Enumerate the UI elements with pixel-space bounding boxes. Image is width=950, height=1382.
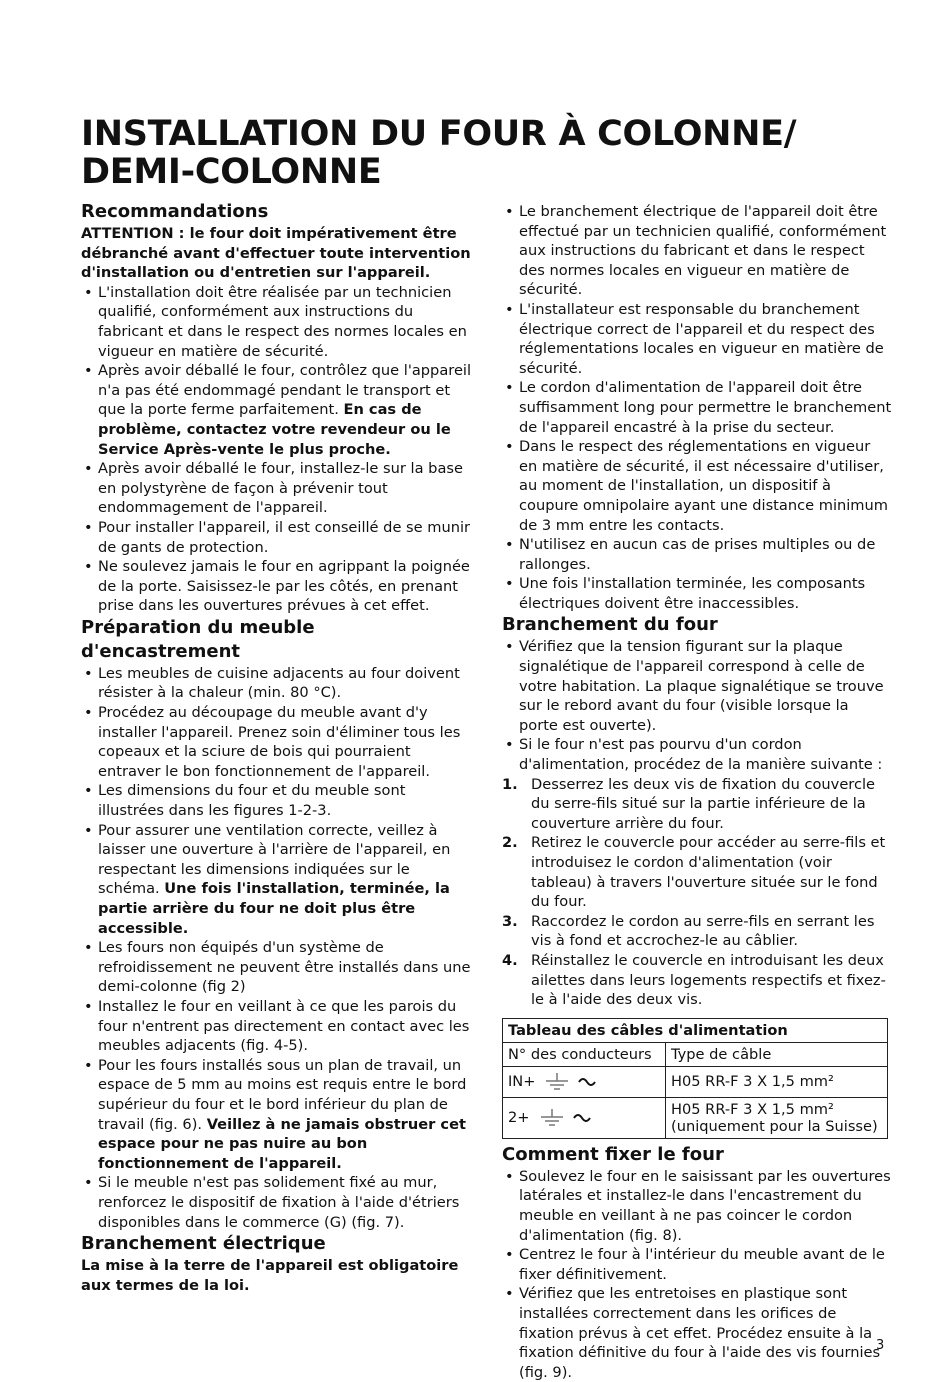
cable-table: [502, 1018, 888, 1139]
heading-fixer: Comment fixer le four: [502, 1143, 724, 1165]
warning-branchement-electrique: La mise à la terre de l'appareil est obligatoire aux termes de la loi.: [81, 1257, 459, 1294]
warning-recommandations: ATTENTION : le four doit impérativement être débranché avant d'effectuer toute intervention d'installation ou d'entretien sur l'appareil.: [81, 225, 471, 282]
list-item: • Le branchement électrique de l'appareil doit être effectué par un technicien qualifié, conformément aux instructions du fabricant et dans le respect des normes locales en vigueur en matière de sécurité.: [502, 202, 892, 300]
list-item: • Les dimensions du four et du meuble sont illustrées dans les figures 1-2-3.: [81, 781, 473, 820]
cable-value: H05 RR-F 3 X 1,5 mm²: [671, 1100, 834, 1118]
list-item: • Dans le respect des réglementations en vigueur en matière de sécurité, il est nécessaire d'utiliser, au moment de l'installation, un dispositif à coupure omnipolaire ayant une distance minimum de 3 mm entre les contacts.: [502, 437, 892, 535]
list-item: • Centrez le four à l'intérieur du meuble avant de le fixer définitivement.: [502, 1245, 892, 1284]
list-item: • N'utilisez en aucun cas de prises multiples ou de rallonges.: [502, 535, 892, 574]
cable-value: H05 RR-F 3 X 1,5 mm²: [666, 1066, 888, 1097]
conductors-value: IN+: [508, 1073, 536, 1091]
list-item: • Ne soulevez jamais le four en agrippant la poignée de la porte. Saisissez-le par les côtés, en prenant prise dans les ouvertures prévues à cet effet.: [81, 557, 473, 616]
list-item: • Après avoir déballé le four, contrôlez que l'appareil n'a pas été endommagé pendant le transport et que la porte ferme parfaitement. En cas de problème, contactez votre revendeur ou le Service Après-vente le plus proche.: [81, 361, 473, 459]
list-item: • Le cordon d'alimentation de l'appareil doit être suffisamment long pour permettre le branchement de l'appareil encastré à la prise du secteur.: [502, 378, 892, 437]
step-item: 3. Raccordez le cordon au serre-fils en serrant les vis à fond et accrochez-le au câblier.: [502, 912, 875, 950]
list-item: • Vérifiez que la tension figurant sur la plaque signalétique de l'appareil correspond à celle de votre habitation. La plaque signalétique se trouve sur le rebord avant du four (visible lorsque la porte est ouverte).: [502, 637, 892, 735]
list-item: • Vérifiez que les entretoises en plastique sont installées correctement dans les orifices de fixation prévus à cet effet. Procédez ensuite à la fixation définitive du four à l'aide des vis fournies (fig. 9).: [502, 1284, 892, 1382]
list-item: • Les meubles de cuisine adjacents au four doivent résister à la chaleur (min. 80 °C).: [81, 664, 473, 703]
step-item: 2. Retirez le couvercle pour accéder au serre-fils et introduisez le cordon d'alimentation (voir tableau) à travers l'ouverture située sur le fond du four.: [502, 834, 886, 911]
list-preparation: [81, 664, 473, 1232]
list-item: • Après avoir déballé le four, installez-le sur la base en polystyrène de façon à prévenir tout endommagement de l'appareil.: [81, 459, 473, 518]
conductors-value: 2+: [508, 1109, 530, 1127]
ground-ac-symbol-icon: [543, 1071, 603, 1093]
list-item: • L'installateur est responsable du branchement électrique correct de l'appareil et du respect des réglementations locales en vigueur en matière de sécurité.: [502, 300, 892, 378]
list-item: • Les fours non équipés d'un système de refroidissement ne peuvent être installés dans une demi-colonne (fig 2): [81, 938, 473, 997]
left-column: [81, 200, 473, 1295]
steps-branchement-four: [502, 775, 892, 1010]
table-header-conductors: N° des conducteurs: [503, 1042, 666, 1066]
list-item: • L'installation doit être réalisée par un technicien qualifié, conformément aux instructions du fabricant et dans le respect des normes locales en vigueur en matière de sécurité.: [81, 283, 473, 361]
heading-branchement-four: Branchement du four: [502, 614, 718, 636]
right-column: [502, 202, 892, 1382]
table-header-cable: Type de câble: [666, 1042, 888, 1066]
cable-note: (uniquement pour la Suisse): [671, 1117, 878, 1135]
ground-ac-symbol-icon: [538, 1107, 598, 1129]
list-item: • Une fois l'installation terminée, les composants électriques doivent être inaccessibles.: [502, 574, 892, 613]
list-branchement-electrique: [502, 202, 892, 613]
list-item: • Si le meuble n'est pas solidement fixé au mur, renforcez le dispositif de fixation à l'aide d'étriers disponibles dans le commerce (G) (fig. 7).: [81, 1173, 473, 1232]
heading-preparation: Préparation du meuble d'encastrement: [81, 616, 315, 662]
list-item: • Installez le four en veillant à ce que les parois du four n'entrent pas directement en contact avec les meubles adjacents (fig. 4-5).: [81, 997, 473, 1056]
list-item: • Soulevez le four en le saisissant par les ouvertures latérales et installez-le dans l'encastrement du meuble en veillant à ne pas coincer le cordon d'alimentation (fig. 8).: [502, 1167, 892, 1245]
list-fixer: [502, 1167, 892, 1382]
step-item: 4. Réinstallez le couvercle en introduisant les deux ailettes dans leurs logements respectifs et fixez-le à l'aide des deux vis.: [502, 951, 886, 1009]
table-row: [503, 1066, 888, 1097]
step-item: 1. Desserrez les deux vis de fixation du couvercle du serre-fils situé sur la partie inférieure de la couverture arrière du four.: [502, 775, 876, 832]
list-item: • Pour installer l'appareil, il est conseillé de se munir de gants de protection.: [81, 518, 473, 557]
heading-branchement-electrique: Branchement électrique: [81, 1233, 326, 1255]
list-item: • Pour assurer une ventilation correcte, veillez à laisser une ouverture à l'arrière de l'appareil, en respectant les dimensions indiquées sur le schéma. Une fois l'installation, terminée, la partie arrière du four ne doit plus être accessible.: [81, 821, 473, 939]
list-item: • Si le four n'est pas pourvu d'un cordon d'alimentation, procédez de la manière suivante :: [502, 735, 892, 774]
table-row: [503, 1097, 888, 1138]
cable-table-title: Tableau des câbles d'alimentation: [503, 1018, 888, 1042]
list-item: • Procédez au découpage du meuble avant d'y installer l'appareil. Prenez soin d'éliminer tous les copeaux et la sciure de bois qui pourraient entraver le bon fonctionnement de l'appareil.: [81, 703, 473, 781]
page-number: 3: [876, 1338, 885, 1353]
page-title: INSTALLATION DU FOUR À COLONNE/ DEMI-COLONNE: [81, 114, 797, 192]
heading-recommandations: Recommandations: [81, 201, 269, 222]
list-item: • Pour les fours installés sous un plan de travail, un espace de 5 mm au moins est requis entre le bord supérieur du four et le bord inférieur du plan de travail (fig. 6). Veillez à ne jamais obstruer cet espace pour ne pas nuire au bon fonctionnement de l'appareil.: [81, 1056, 473, 1174]
list-recommandations: [81, 283, 473, 616]
list-branchement-four: [502, 637, 892, 774]
